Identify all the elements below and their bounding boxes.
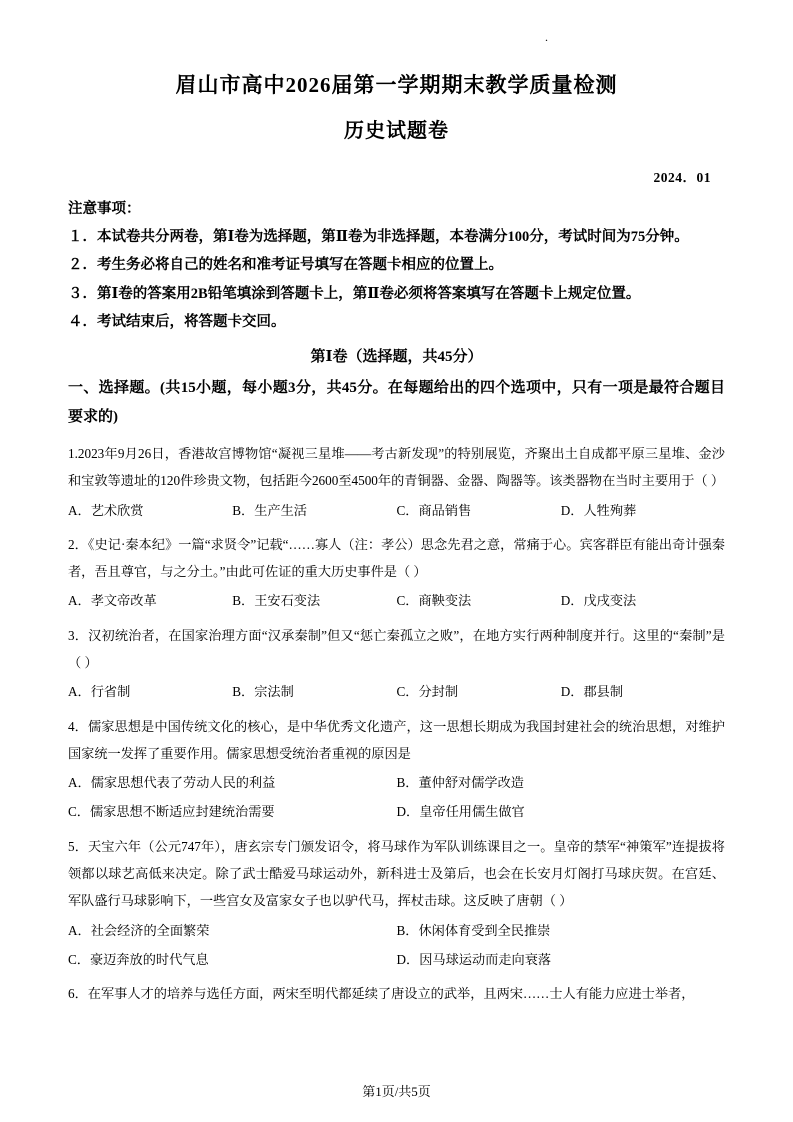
question-options [68,678,725,705]
option-b[interactable]: B．董仲舒对儒学改造 [396,775,524,791]
question-options [68,497,725,524]
exam-date: 2024．01 [653,169,711,185]
question-stem: 6．在军事人才的培养与选任方面，两宋至明代都延续了唐设立的武举，且两宋……士人有能力应进士举者， [68,986,695,1002]
option-d[interactable]: D．戊戌变法 [560,593,637,609]
notice-item-4: ４．考试结束后，将答题卡交回。 [68,313,286,330]
notice-item-3: ３．第Ⅰ卷的答案用2B铅笔填涂到答题卡上，第Ⅱ卷必须将答案填写在答题卡上规定位置。 [68,285,641,302]
question-2 [68,531,725,615]
page-title: 眉山市高中2026届第一学期期末教学质量检测 [175,73,618,97]
question-1 [68,440,725,524]
question-stem: 4．儒家思想是中国传统文化的核心，是中华优秀文化遗产，这一思想长期成为我国封建社会的统治思想，对维护国家统一发挥了重要作用。儒家思想受统治者重视的原因是 [68,718,725,761]
option-b[interactable]: B．休闲体育受到全民推崇 [396,922,551,938]
question-options-row-2 [68,798,725,825]
question-options-row-1 [68,917,725,944]
option-a[interactable]: A．行省制 [68,684,131,700]
option-c[interactable]: C．分封制 [396,684,459,700]
option-b[interactable]: B．宗法制 [232,684,294,700]
option-c[interactable]: C．儒家思想不断适应封建统治需要 [68,804,275,820]
option-d[interactable]: D．人牲殉葬 [560,502,637,518]
option-d[interactable]: D．郡县制 [560,684,624,700]
notice-item-1: １．本试卷共分两卷，第Ⅰ卷为选择题，第Ⅱ卷为非选择题，本卷满分100分，考试时间为75分钟。 [68,229,689,246]
question-stem: 3．汉初统治者，在国家治理方面“汉承秦制”但又“惩亡秦孤立之败”，在地方实行两种制度并行。这里的“秦制”是（ ） [68,627,725,670]
question-6 [68,980,725,1007]
page-footer: 第1页/共5页 [362,1084,431,1099]
option-a[interactable]: A．孝文帝改革 [68,593,157,609]
option-d[interactable]: D．因马球运动而走向衰落 [396,951,552,967]
question-stem: 5．天宝六年（公元747年），唐玄宗专门颁发诏令，将马球作为军队训练课目之一。皇帝的禁军“神策军”连提拔将领都以球艺高低来决定。除了武士酷爱马球运动外，新科进士及第后，也会在长安月灯阁打马球庆贺。在宫廷、军队盛行马球影响下，一些宫女及富家女子也以驴代马，挥杖击球。这反映了唐朝（ ） [68,838,725,909]
notice-heading: 注意事项： [68,200,141,217]
stray-mark: . [545,30,548,44]
question-options [68,587,725,614]
option-a[interactable]: A．儒家思想代表了劳动人民的利益 [68,775,276,791]
page-subtitle: 历史试题卷 [344,119,449,142]
notice-item-2: ２．考生务必将自己的姓名和准考证号填写在答题卡相应的位置上。 [68,257,503,274]
question-options-row-2 [68,946,725,973]
option-c[interactable]: C．豪迈奔放的时代气息 [68,951,209,967]
part-heading: 一、选择题。(共15小题，每小题3分，共45分。在每题给出的四个选项中，只有一项是最符合题目要求的) [68,380,725,426]
question-3 [68,622,725,706]
option-c[interactable]: C．商品销售 [396,502,472,518]
option-c[interactable]: C．商鞅变法 [396,593,472,609]
option-a[interactable]: A．社会经济的全面繁荣 [68,922,210,938]
question-stem: 2．《史记·秦本纪》一篇“求贤令”记载“……寡人（注：孝公）思念先君之意，常痛于心。宾客群臣有能出奇计强秦者，吾且尊官，与之分土。”由此可佐证的重大历史事件是（ ） [68,536,725,580]
question-5 [68,833,725,973]
section-heading: 第Ⅰ卷（选择题，共45分） [310,349,483,366]
option-a[interactable]: A．艺术欣赏 [68,502,144,518]
option-b[interactable]: B．王安石变法 [232,593,321,609]
question-stem: 1.2023年9月26日，香港故宫博物馆“凝视三星堆——考古新发现”的特别展览，齐聚出土自成都平原三星堆、金沙和宝敦等遗址的120件珍贵文物，包括距今2600至4500年的青铜器、金器、陶器等。该类器物在当时主要用于（ ） [68,445,725,489]
option-d[interactable]: D．皇帝任用儒生做官 [396,804,525,820]
question-options-row-1 [68,769,725,796]
option-b[interactable]: B．生产生活 [232,502,307,518]
question-4 [68,713,725,826]
